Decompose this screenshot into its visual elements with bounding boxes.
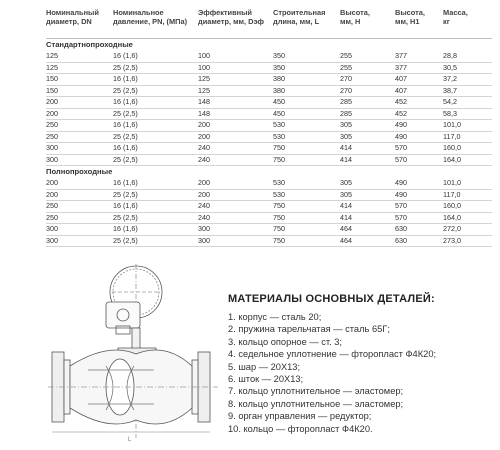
- cell-pn: 16 (1,6): [113, 120, 138, 129]
- cell-mass: 37,2: [443, 74, 457, 83]
- header-dn: Номинальный диаметр, DN: [46, 8, 99, 26]
- cell-height-h1: 377: [395, 51, 407, 60]
- cell-length: 450: [273, 108, 285, 118]
- cell-dn: 300: [46, 224, 58, 233]
- cell-pn: 16 (1,6): [113, 224, 138, 233]
- material-item: 5. шар — 20Х13;: [228, 361, 301, 372]
- header-mass: Масса, кг: [443, 8, 468, 26]
- cell-length: 750: [273, 143, 285, 152]
- cell-pn: 25 (2,5): [113, 62, 138, 72]
- cell-deff: 240: [198, 201, 210, 210]
- table-row: [46, 109, 492, 121]
- cell-height-h: 305: [340, 178, 352, 187]
- cell-dn: 250: [46, 131, 58, 141]
- cell-height-h: 270: [340, 85, 352, 95]
- table-row: [46, 236, 492, 248]
- cell-mass: 58,3: [443, 108, 457, 118]
- table-header: [46, 8, 492, 39]
- cell-deff: 100: [198, 51, 210, 60]
- cell-mass: 160,0: [443, 201, 461, 210]
- cell-height-h1: 630: [395, 235, 407, 245]
- cell-height-h1: 490: [395, 131, 407, 141]
- cell-height-h: 464: [340, 235, 352, 245]
- cell-dn: 125: [46, 62, 58, 72]
- cell-deff: 148: [198, 97, 210, 106]
- cell-height-h1: 452: [395, 108, 407, 118]
- cell-height-h: 305: [340, 131, 352, 141]
- cell-mass: 54,2: [443, 97, 457, 106]
- cell-mass: 101,0: [443, 178, 461, 187]
- cell-deff: 240: [198, 154, 210, 164]
- cell-deff: 200: [198, 131, 210, 141]
- cell-deff: 125: [198, 74, 210, 83]
- cell-dn: 200: [46, 97, 58, 106]
- cell-dn: 150: [46, 85, 58, 95]
- cell-length: 750: [273, 201, 285, 210]
- cell-height-h1: 570: [395, 212, 407, 222]
- cell-mass: 164,0: [443, 154, 461, 164]
- cell-height-h: 414: [340, 201, 352, 210]
- cell-mass: 30,5: [443, 62, 457, 72]
- table-row: [46, 190, 492, 202]
- cell-deff: 240: [198, 143, 210, 152]
- table-body: [46, 39, 492, 247]
- cell-height-h: 270: [340, 74, 352, 83]
- cell-pn: 25 (2,5): [113, 189, 138, 199]
- cell-dn: 250: [46, 201, 58, 210]
- cell-height-h: 285: [340, 97, 352, 106]
- cell-height-h1: 452: [395, 97, 407, 106]
- cell-dn: 200: [46, 108, 58, 118]
- cell-height-h1: 570: [395, 154, 407, 164]
- header-deff: Эффективный диаметр, мм, Dэф: [198, 8, 264, 26]
- cell-length: 380: [273, 85, 285, 95]
- table-row: [46, 63, 492, 75]
- table-row: [46, 213, 492, 225]
- cell-height-h: 305: [340, 120, 352, 129]
- material-item: 3. кольцо опорное — ст. 3;: [228, 336, 342, 347]
- cell-length: 750: [273, 154, 285, 164]
- cell-deff: 300: [198, 224, 210, 233]
- cell-pn: 25 (2,5): [113, 154, 138, 164]
- cell-length: 350: [273, 62, 285, 72]
- cell-length: 530: [273, 178, 285, 187]
- material-item: 10. кольцо — фторопласт Ф4К20.: [228, 423, 373, 434]
- table-row: [46, 97, 492, 109]
- table-row: [46, 120, 492, 132]
- cell-height-h: 464: [340, 224, 352, 233]
- materials-title: МАТЕРИАЛЫ ОСНОВНЫХ ДЕТАЛЕЙ:: [228, 293, 435, 305]
- cell-length: 750: [273, 235, 285, 245]
- section-title: Полнопроходные: [46, 167, 113, 176]
- material-item: 8. кольцо уплотнительное — эластомер;: [228, 398, 404, 409]
- cell-length: 530: [273, 189, 285, 199]
- cell-height-h: 414: [340, 212, 352, 222]
- table-row: [46, 51, 492, 63]
- cell-dn: 125: [46, 51, 58, 60]
- cell-deff: 240: [198, 212, 210, 222]
- cell-mass: 117,0: [443, 189, 461, 199]
- cell-pn: 16 (1,6): [113, 74, 138, 83]
- cell-height-h1: 490: [395, 178, 407, 187]
- cell-dn: 250: [46, 212, 58, 222]
- table-row: [46, 155, 492, 167]
- cell-dn: 250: [46, 120, 58, 129]
- cell-height-h: 255: [340, 62, 352, 72]
- cell-deff: 125: [198, 85, 210, 95]
- cell-pn: 16 (1,6): [113, 51, 138, 60]
- section-title: Стандартнопроходные: [46, 40, 133, 49]
- table-row: [46, 201, 492, 213]
- cell-height-h1: 377: [395, 62, 407, 72]
- cell-deff: 200: [198, 178, 210, 187]
- cell-pn: 25 (2,5): [113, 108, 138, 118]
- table-row: [46, 74, 492, 86]
- header-length: Строительная длина, мм, L: [273, 8, 326, 26]
- ball-valve-cross-section-drawing: [48, 262, 220, 444]
- cell-dn: 300: [46, 235, 58, 245]
- header-pn: Номинальное давление, PN, (МПа): [113, 8, 188, 26]
- cell-height-h1: 630: [395, 224, 407, 233]
- cell-dn: 150: [46, 74, 58, 83]
- cell-height-h: 255: [340, 51, 352, 60]
- cell-deff: 200: [198, 189, 210, 199]
- svg-text:L: L: [128, 437, 132, 443]
- cell-length: 750: [273, 212, 285, 222]
- cell-height-h1: 570: [395, 201, 407, 210]
- material-item: 4. седельное уплотнение — фторопласт Ф4К20;: [228, 349, 437, 360]
- materials-list: [228, 293, 496, 435]
- table-row: [46, 86, 492, 98]
- cell-length: 450: [273, 97, 285, 106]
- cell-dn: 300: [46, 143, 58, 152]
- material-item: 6. шток — 20Х13;: [228, 374, 304, 385]
- cell-mass: 272,0: [443, 224, 461, 233]
- cell-height-h1: 490: [395, 120, 407, 129]
- table-row: [46, 178, 492, 190]
- cell-pn: 16 (1,6): [113, 201, 138, 210]
- material-item: 9. орган управления — редуктор;: [228, 411, 372, 422]
- cell-mass: 38,7: [443, 85, 457, 95]
- cell-mass: 28,8: [443, 51, 457, 60]
- cell-deff: 200: [198, 120, 210, 129]
- cell-height-h: 414: [340, 143, 352, 152]
- table-row: [46, 143, 492, 155]
- cell-deff: 300: [198, 235, 210, 245]
- cell-length: 530: [273, 120, 285, 129]
- cell-pn: 16 (1,6): [113, 143, 138, 152]
- cell-mass: 273,0: [443, 235, 461, 245]
- header-height-h1: Высота, мм, H1: [395, 8, 425, 26]
- cell-height-h1: 490: [395, 189, 407, 199]
- material-item: 7. кольцо уплотнительное — эластомер;: [228, 386, 404, 397]
- cell-pn: 25 (2,5): [113, 85, 138, 95]
- cell-pn: 25 (2,5): [113, 235, 138, 245]
- specs-table: [46, 8, 492, 247]
- cell-dn: 200: [46, 178, 58, 187]
- cell-length: 530: [273, 131, 285, 141]
- cell-height-h: 285: [340, 108, 352, 118]
- cell-mass: 117,0: [443, 131, 461, 141]
- cell-pn: 25 (2,5): [113, 131, 138, 141]
- cell-pn: 25 (2,5): [113, 212, 138, 222]
- table-row: [46, 132, 492, 144]
- cell-dn: 300: [46, 154, 58, 164]
- cell-height-h1: 570: [395, 143, 407, 152]
- cell-length: 380: [273, 74, 285, 83]
- cell-deff: 148: [198, 108, 210, 118]
- cell-height-h: 414: [340, 154, 352, 164]
- cell-height-h: 305: [340, 189, 352, 199]
- header-height-h: Высота, мм, H: [340, 8, 370, 26]
- cell-height-h1: 407: [395, 85, 407, 95]
- cell-deff: 100: [198, 62, 210, 72]
- cell-pn: 16 (1,6): [113, 178, 138, 187]
- cell-length: 350: [273, 51, 285, 60]
- table-row: [46, 224, 492, 236]
- cell-length: 750: [273, 224, 285, 233]
- cell-mass: 160,0: [443, 143, 461, 152]
- cell-dn: 200: [46, 189, 58, 199]
- cell-mass: 101,0: [443, 120, 461, 129]
- cell-height-h1: 407: [395, 74, 407, 83]
- material-item: 1. корпус — сталь 20;: [228, 312, 322, 322]
- cell-mass: 164,0: [443, 212, 461, 222]
- material-item: 2. пружина тарельчатая — сталь 65Г;: [228, 324, 390, 335]
- cell-pn: 16 (1,6): [113, 97, 138, 106]
